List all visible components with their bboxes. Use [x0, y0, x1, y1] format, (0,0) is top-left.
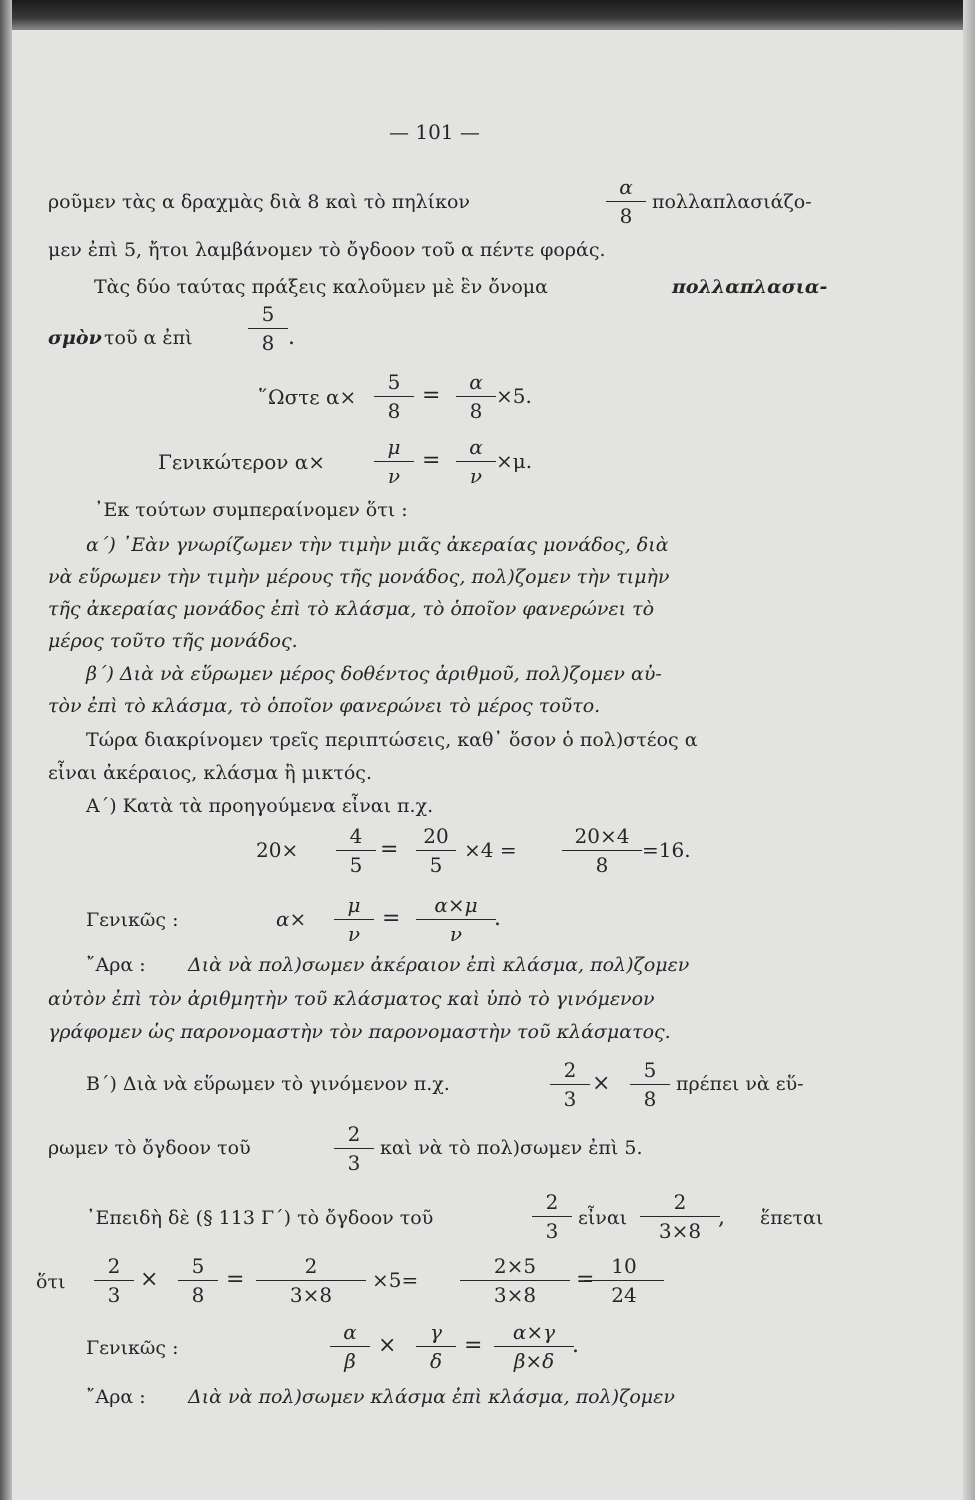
text-case-B: Β΄) Διὰ νὰ εὕρωμεν τὸ γινόμενον π.χ.: [86, 1073, 450, 1095]
ara-1-line-1: Διὰ νὰ πολ)σωμεν ἀκέραιον ἐπὶ κλάσμα, πολ)ζομεν: [188, 954, 690, 976]
genikos-label: Γενικῶς :: [86, 909, 179, 931]
ara-2-label: ῎Αρα :: [86, 1386, 146, 1408]
fraction-20x4-over-8: 20×4 8: [562, 824, 642, 877]
fraction-alpha-over-8-b: α 8: [456, 370, 496, 423]
fraction-axmu-over-nu: α×μ ν: [416, 893, 496, 946]
ara-1-line-2: αὐτὸν ἐπὶ τὸν ἀριθμητὴν τοῦ κλάσματος καὶ ὑπὸ τὸ γινόμενον: [48, 988, 655, 1010]
fraction-axg-over-bxd: α×γ β×δ: [494, 1320, 574, 1373]
fraction-5-over-8-b: 5 8: [374, 370, 414, 423]
ote-label: ῞Ωστε α×: [258, 385, 357, 409]
ara-1-line-3: γράφομεν ὡς παρονομαστὴν τὸν παρονομαστὴν τοῦ κλάσματος.: [48, 1021, 671, 1043]
term-multiplication: πολλαπλασια-: [672, 276, 828, 298]
scan-right-edge: [963, 0, 975, 1500]
fraction-2-over-3-d: 2 3: [94, 1254, 134, 1307]
text-ep1: ᾿Επειδὴ δὲ (§ 113 Γ΄) τὸ ὄγδοον τοῦ: [86, 1207, 434, 1229]
book-page: — 101 — ροῦμεν τὰς α δραχμὰς διὰ 8 καὶ τὸ πηλίκον α 8 πολλαπλασιάζο- μεν ἐπὶ 5, ἤτοι λαμβάνομεν τὸ ὄγδοον τοῦ α πέντε φοράς. Τὰς δύο ταύτας πράξεις καλοῦμεν μὲ ἓν ὄνομα πολλαπλασια- σμὸν τοῦ α ἐπὶ 5 8 . ῞Ωστε α× 5 8 = α 8 ×5. Γενικώτερον α× μ ν = α ν ×μ. ᾿Εκ τούτων συμπεραίνομεν ὅτι : α΄) ᾿Εὰν γνωρίζωμεν τὴν τιμὴν μιᾶς ἀκεραίας μονάδος, διὰ νὰ εὕρωμεν τὴν τιμὴν μέρους τῆς μονάδος, πολ)ζομεν τὴν τιμὴν τῆς ἀκεραίας μονάδος ἐπὶ τὸ κλάσμα, τὸ ὁποῖον φανερώνει τὸ μέρος τοῦτο τῆς μονάδος. β΄) Διὰ νὰ εὕρωμεν μέρος δοθέντος ἀριθμοῦ, πολ)ζομεν αὐ- τὸν ἐπὶ τὸ κλάσμα, τὸ ὁποῖον φανερώνει τὸ μέρος τοῦτο. Τώρα διακρίνομεν τρεῖς περιπτώσεις, καθ᾿ ὅσον ὁ πολ)στέος α εἶναι ἀκέραιος, κλάσμα ἢ μικτός. Α΄) Κατὰ τὰ προηγούμενα εἶναι π.χ. 20× 4 5 = 20 5 ×4 = 20×4 8 =16. Γενικῶς : α× μ ν = α×μ ν . ῎Αρα : Διὰ νὰ πολ)σωμεν ἀκέραιον ἐπὶ κλάσμα, πολ)ζομεν αὐτὸν ἐπὶ τὸν ἀριθμητὴν τοῦ κλάσματος καὶ ὑπὸ τὸ γινόμενον γράφομεν ὡς παρονομαστὴν τὸν παρονομαστὴν τοῦ κλάσματος. Β΄) Διὰ νὰ εὕρωμεν τὸ γινόμενον π.χ. 2 3 × 5 8 πρέπει νὰ εὕ- ρωμεν τὸ ὄγδοον τοῦ 2 3 καὶ νὰ τὸ πολ)σωμεν ἐπὶ 5. ᾿Επειδὴ δὲ (§ 113 Γ΄) τὸ ὄγδοον τοῦ 2 3 εἶναι 2 3×8 , ἕπεται ὅτι 2 3 × 5 8 = 2 3×8 ×5= 2×5 3×8 = 10 24 Γενικῶς : α β × γ δ = α×γ β×δ . ῎Αρα : Διὰ νὰ πολ)σωμεν κλάσμα ἐπὶ κλάσμα, πολ)ζομεν: [12, 30, 963, 1500]
text-line-2: μεν ἐπὶ 5, ἤτοι λαμβάνομεν τὸ ὄγδοον τοῦ α πέντε φοράς.: [48, 239, 606, 261]
fraction-2-over-3x8-b: 2 3×8: [256, 1254, 366, 1307]
rule-a-3: τῆς ἀκεραίας μονάδος ἐπὶ τὸ κλάσμα, τὸ ὁποῖον φανερώνει τὸ: [48, 598, 655, 620]
fraction-2x5-over-3x8: 2×5 3×8: [460, 1254, 570, 1307]
term-multiplication-end: σμὸν: [48, 327, 102, 349]
text-B1b: πρέπει νὰ εὕ-: [676, 1073, 804, 1095]
scan-top-edge: [0, 0, 975, 30]
scan-left-edge: [0, 0, 12, 1500]
text-case-A: Α΄) Κατὰ τὰ προηγούμενα εἶναι π.χ.: [86, 795, 434, 817]
rule-a-4: μέρος τοῦτο τῆς μονάδος.: [48, 630, 298, 652]
text-t1: Τώρα διακρίνομεν τρεῖς περιπτώσεις, καθ᾿ ὅσον ὁ πολ)στέος α: [86, 729, 698, 751]
text-line-3a: Τὰς δύο ταύτας πράξεις καλοῦμεν μὲ ἓν ὄνομα: [94, 276, 548, 298]
ara-1-label: ῎Αρα :: [86, 954, 146, 976]
text-ek: ᾿Εκ τούτων συμπεραίνομεν ὅτι :: [94, 499, 408, 521]
fraction-gamma-over-delta: γ δ: [416, 1320, 456, 1373]
text-line-4: τοῦ α ἐπὶ: [104, 327, 193, 349]
fraction-2-over-3: 2 3: [550, 1058, 590, 1111]
fraction-alpha-over-nu: α ν: [456, 435, 496, 488]
rule-a-2: νὰ εὕρωμεν τὴν τιμὴν μέρους τῆς μονάδος, πολ)ζομεν τὴν τιμὴν: [48, 566, 670, 588]
fraction-2-over-3-c: 2 3: [532, 1190, 572, 1243]
genikos-2-label: Γενικῶς :: [86, 1337, 179, 1359]
fraction-20-over-5: 20 5: [416, 824, 456, 877]
rule-a-1: α΄) ᾿Εὰν γνωρίζωμεν τὴν τιμὴν μιᾶς ἀκεραίας μονάδος, διὰ: [86, 534, 669, 556]
fraction-alpha-over-8: [606, 175, 646, 228]
fraction-4-over-5: 4 5: [336, 824, 376, 877]
fraction-10-over-24: 10 24: [584, 1254, 664, 1307]
fraction-mu-over-nu-b: μ ν: [334, 893, 374, 946]
rule-b-2: τὸν ἐπὶ τὸ κλάσμα, τὸ ὁποῖον φανερώνει τὸ μέρος τοῦτο.: [48, 695, 601, 717]
fraction-2-over-3-b: 2 3: [334, 1122, 374, 1175]
text-ep3: ἕπεται: [760, 1207, 824, 1229]
fraction-2-over-3x8: 2 3×8: [640, 1190, 720, 1243]
genikoteron-label: Γενικώτερον α×: [158, 450, 326, 474]
text-ep2: εἶναι: [578, 1207, 628, 1229]
text-B2a: ρωμεν τὸ ὄγδοον τοῦ: [48, 1137, 251, 1159]
fraction-5-over-8-c: 5 8: [630, 1058, 670, 1111]
fraction-5-over-8-d: 5 8: [178, 1254, 218, 1307]
text-line-1a: ροῦμεν τὰς α δραχμὰς διὰ 8 καὶ τὸ πηλίκον: [48, 191, 470, 213]
text-t2: εἶναι ἀκέραιος, κλάσμα ἢ μικτός.: [48, 762, 372, 784]
fraction-mu-over-nu: μ ν: [374, 435, 414, 488]
fraction-alpha-over-beta: α β: [330, 1320, 370, 1373]
denominator: 8: [619, 204, 633, 228]
text-B2b: καὶ νὰ τὸ πολ)σωμεν ἐπὶ 5.: [380, 1137, 643, 1159]
numerator: α: [619, 175, 633, 199]
text-line-1b: πολλαπλασιάζο-: [652, 191, 812, 213]
fraction-5-over-8: 5 8: [248, 302, 288, 355]
ara-2-line-1: Διὰ νὰ πολ)σωμεν κλάσμα ἐπὶ κλάσμα, πολ)ζομεν: [188, 1386, 675, 1408]
rule-b-1: β΄) Διὰ νὰ εὕρωμεν μέρος δοθέντος ἀριθμοῦ, πολ)ζομεν αὐ-: [86, 663, 662, 685]
page-number: — 101 —: [389, 120, 480, 144]
text-oti: ὅτι: [36, 1271, 66, 1293]
